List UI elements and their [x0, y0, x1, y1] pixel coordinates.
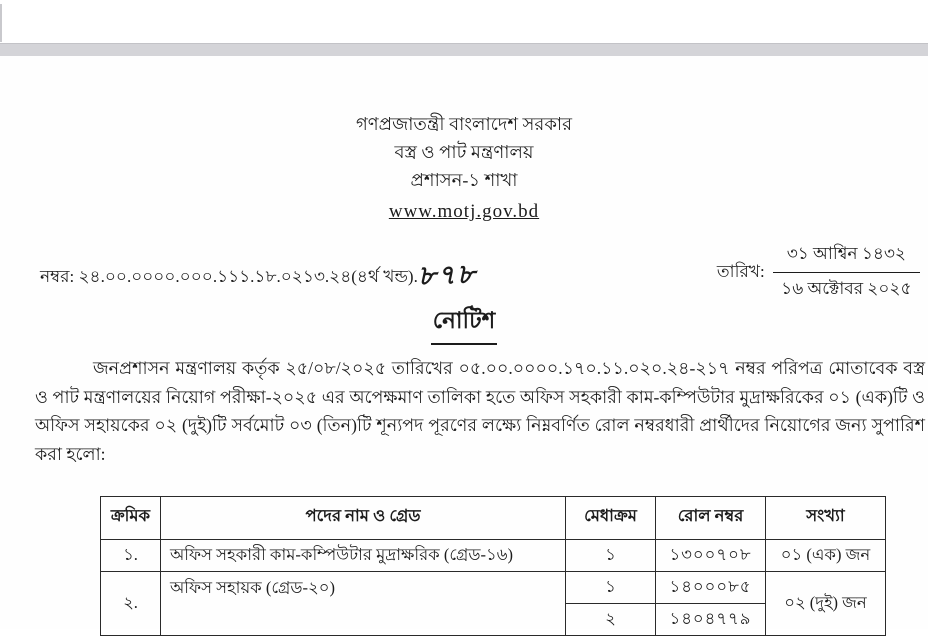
- branch-name: প্রশাসন-১ শাখা: [410, 170, 518, 190]
- notice-title: নোটিশ: [431, 302, 497, 345]
- viewer-separator-band: [0, 43, 928, 56]
- government-name: গণপ্রজাতন্ত্রী বাংলাদেশ সরকার: [355, 114, 573, 134]
- table-row: [101, 572, 886, 604]
- date-block: [717, 241, 920, 304]
- row3-roll: ১৪০৪৭৭৯: [656, 604, 766, 636]
- header-count: সংখ্যা: [766, 497, 886, 540]
- notice-title-wrap: [0, 302, 928, 345]
- table-header-row: [101, 497, 886, 540]
- reference-row: [0, 241, 928, 298]
- scan-edge-artifact: [0, 4, 2, 42]
- row3-merit: ২: [566, 604, 656, 636]
- header-roll: রোল নম্বর: [656, 497, 766, 540]
- row1-serial: ১.: [101, 540, 161, 572]
- row1-roll: ১৩০০৭০৮: [656, 540, 766, 572]
- date-label: তারিখ:: [716, 261, 765, 281]
- row2-post: অফিস সহায়ক (গ্রেড-২০): [161, 572, 566, 636]
- row1-merit: ১: [566, 540, 656, 572]
- row2-roll: ১৪০০০৮৫: [656, 572, 766, 604]
- row2-count: ০২ (দুই) জন: [766, 572, 886, 636]
- row1-post: অফিস সহকারী কাম-কম্পিউটার মুদ্রাক্ষরিক (গ্রেড-১৬): [161, 540, 566, 572]
- header-post: পদের নাম ও গ্রেড: [161, 497, 566, 540]
- ministry-name: বস্ত্র ও পাট মন্ত্রণালয়: [394, 142, 534, 162]
- memo-label: নম্বর:: [40, 267, 79, 286]
- header-merit: মেধাক্রম: [566, 497, 656, 540]
- recommendation-table: [100, 496, 886, 636]
- memo-handwritten-number: ৮৭৮: [417, 258, 477, 292]
- scanned-notice-page: [0, 56, 928, 629]
- header-serial: ক্রমিক: [101, 497, 161, 540]
- date-stack: [773, 241, 920, 304]
- row2-serial: ২.: [101, 572, 161, 636]
- row2-merit: ১: [566, 572, 656, 604]
- ministry-website-url: www.motj.gov.bd: [388, 201, 540, 222]
- row1-count: ০১ (এক) জন: [766, 540, 886, 572]
- table-row: [101, 540, 886, 572]
- memo-number: ২৪.০০.০০০০.০০০.১১১.১৮.০২১৩.২৪(৪র্থ খন্ড).: [78, 267, 418, 286]
- memo-number-line: [40, 253, 476, 298]
- date-gregorian: ১৬ অক্টোবর ২০২৫: [781, 279, 912, 298]
- letterhead: [0, 110, 928, 226]
- notice-body-paragraph: জনপ্রশাসন মন্ত্রণালয় কর্তৃক ২৫/০৮/২০২৫ তারিখের ০৫.০০.০০০০.১৭০.১১.০২০.২৪-২১৭ নম্বর পরিপত্র মোতাবেক বস্ত্র ও পাট মন্ত্রণালয়ের নিয়োগ পরীক্ষা-২০২৫ এর অপেক্ষমাণ তালিকা হতে অফিস সহকারী কাম-কম্পিউটার মুদ্রাক্ষরিকের ০১ (এক)টি ও অফিস সহায়কের ০২ (দুই)টি সর্বমোট ০৩ (তিন)টি শূন্যপদ পূরণের লক্ষ্যে নিম্নবর্ণিত রোল নম্বরধারী প্রার্থীদের নিয়োগের জন্য সুপারিশ করা হলো:: [35, 358, 925, 464]
- date-bangla: ৩১ আশ্বিন ১৪৩২: [773, 241, 920, 273]
